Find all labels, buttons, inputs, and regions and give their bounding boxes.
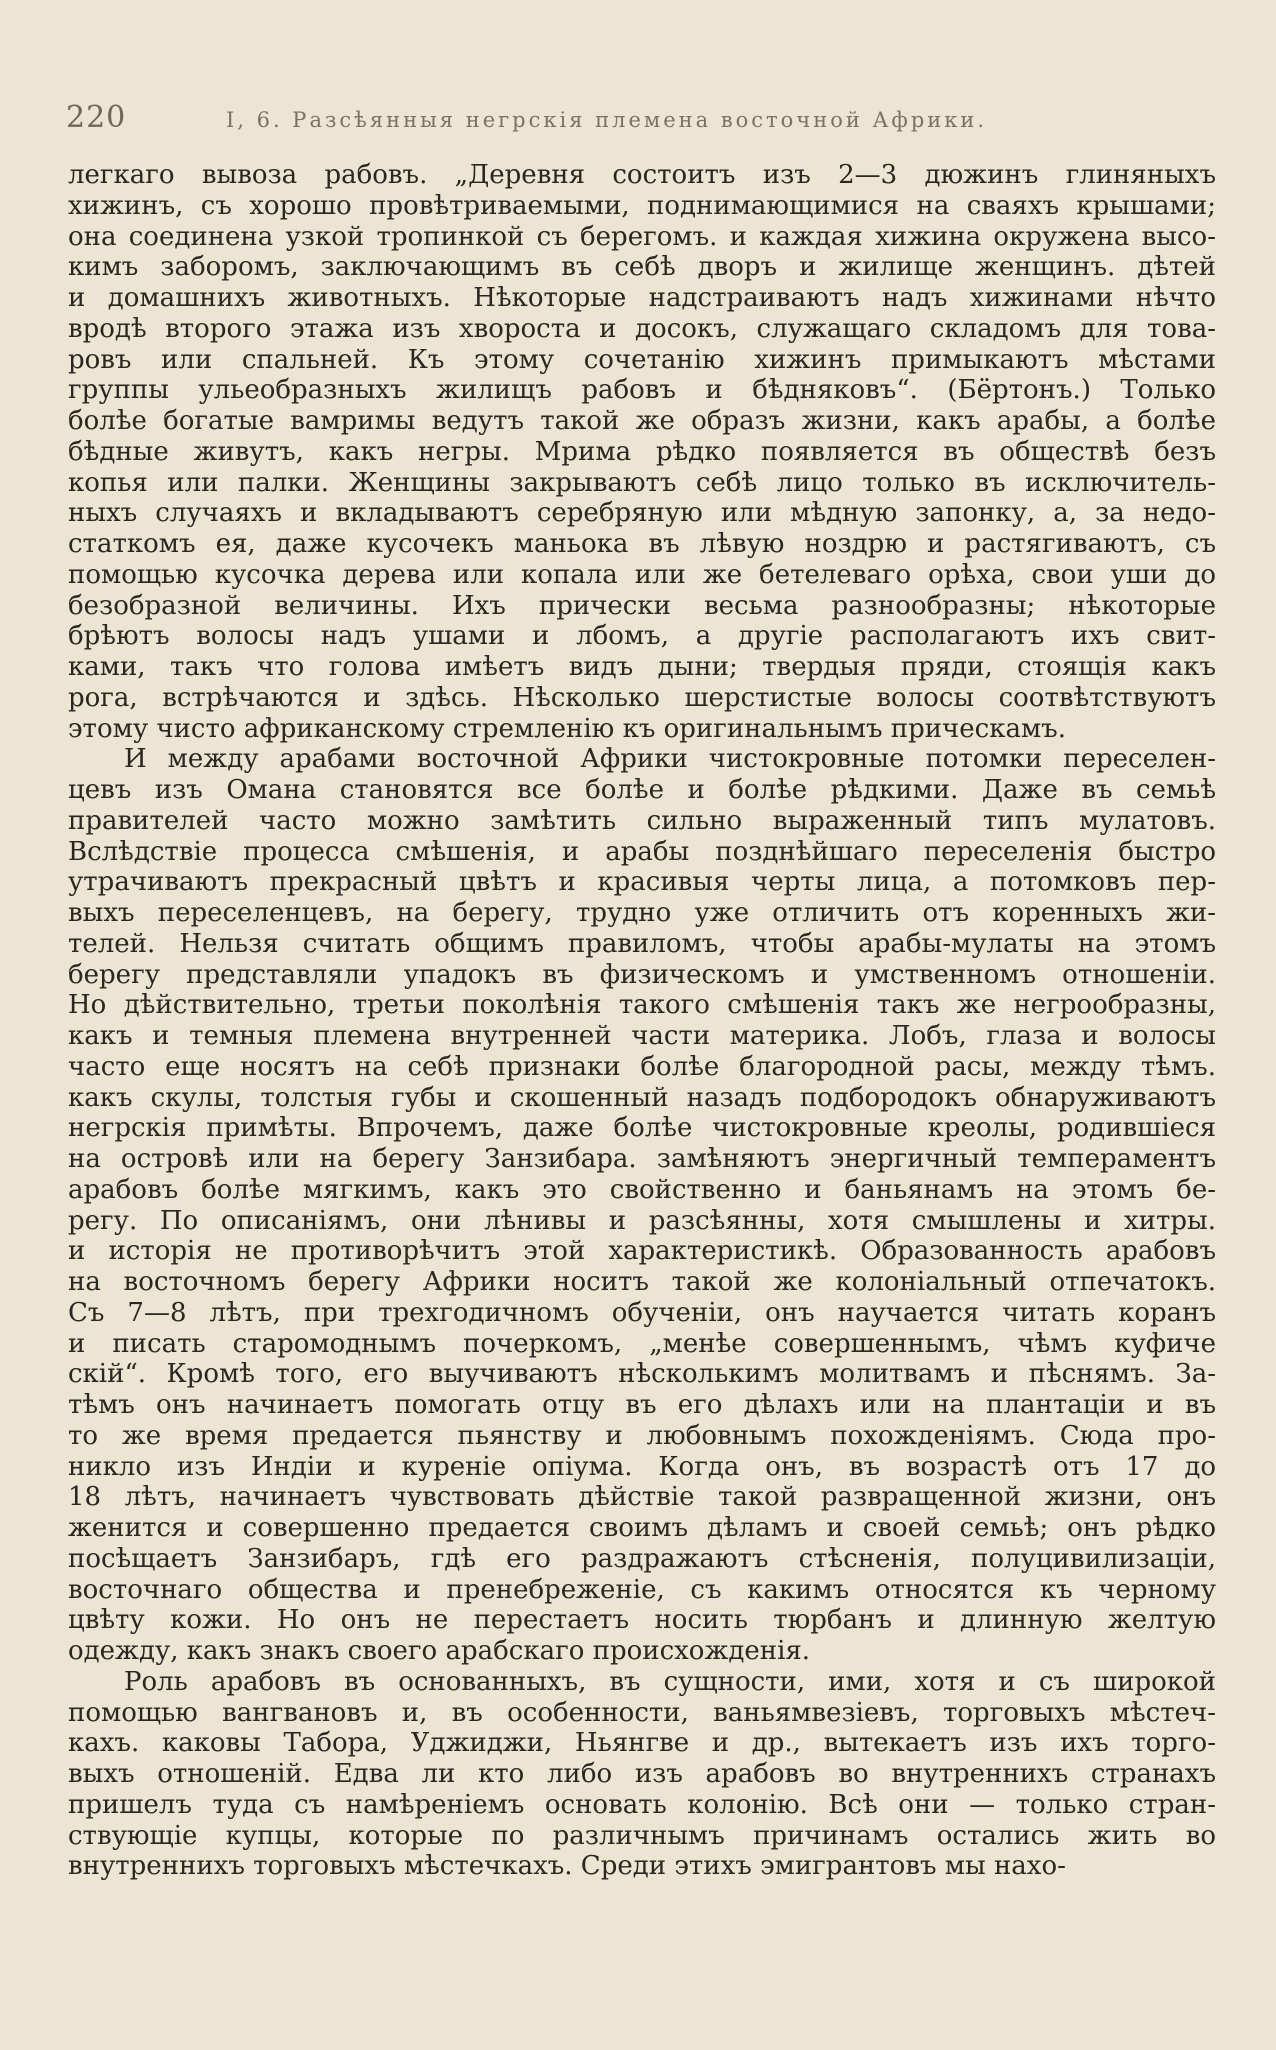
text-line: и исторія не противорѣчитъ этой характеристикѣ. Образованность арабовъ bbox=[68, 1236, 1216, 1267]
text-line: цвѣту кожи. Но онъ не перестаетъ носить тюрбанъ и длинную желтую bbox=[68, 1605, 1216, 1636]
text-line: бѣдные живутъ, какъ негры. Мрима рѣдко появляется въ обществѣ безъ bbox=[68, 436, 1216, 467]
text-line: хижинъ, съ хорошо провѣтриваемыми, поднимающимися на сваяхъ крышами; bbox=[68, 190, 1216, 221]
running-title: I, 6. Разсѣянныя негрскія племена восточной Африки. bbox=[225, 108, 988, 132]
text-line: какъ скулы, толстыя губы и скошенный назадъ подбородокъ обнаруживаютъ bbox=[68, 1082, 1216, 1113]
text-line: скій“. Кромѣ того, его выучиваютъ нѣсколькимъ молитвамъ и пѣснямъ. За- bbox=[68, 1359, 1216, 1390]
text-line: на островѣ или на берегу Занзибара. замѣняютъ энергичный темпераментъ bbox=[68, 1144, 1216, 1174]
text-line: на восточномъ берегу Африки носитъ такой же колоніальный отпечатокъ. bbox=[68, 1267, 1216, 1297]
text-line: 18 лѣтъ, начинаетъ чувствовать дѣйствіе такой развращенной жизни, онъ bbox=[68, 1482, 1216, 1513]
text-line: кахъ. каковы Табора, Уджиджи, Ньянгве и др., вытекаетъ изъ ихъ торго- bbox=[68, 1728, 1216, 1759]
text-line: ствующіе купцы, которые по различнымъ причинамъ остались жить во bbox=[68, 1820, 1216, 1851]
text-line: брѣютъ волосы надъ ушами и лбомъ, а другіе располагаютъ ихъ свит- bbox=[68, 621, 1216, 652]
text-line: никло изъ Индіи и куреніе опіума. Когда онъ, въ возрастѣ отъ 17 до bbox=[68, 1451, 1216, 1482]
text-line: легкаго вывоза рабовъ. „Деревня состоитъ изъ 2—3 дюжинъ глиняныхъ bbox=[68, 160, 1216, 190]
text-line: помощью вангвановъ и, въ особенности, ваньямвезіевъ, торговыхъ мѣстеч- bbox=[68, 1697, 1216, 1728]
text-line: копья или палки. Женщины закрываютъ себѣ лицо только въ исключитель- bbox=[68, 467, 1216, 498]
text-line: ровъ или спальней. Къ этому сочетанію хижинъ примыкаютъ мѣстами bbox=[68, 344, 1216, 375]
text-line: помощью кусочка дерева или копала или же бетелеваго орѣха, свои уши до bbox=[68, 559, 1216, 590]
text-line: пришелъ туда съ намѣреніемъ основать колонію. Всѣ они — только стран- bbox=[68, 1789, 1216, 1820]
text-line: телей. Нельзя считать общимъ правиломъ, чтобы арабы-мулаты на этомъ bbox=[68, 928, 1216, 959]
text-line: ками, такъ что голова имѣетъ видъ дыни; твердыя пряди, стоящія какъ bbox=[68, 652, 1216, 682]
text-line: берегу представляли упадокъ въ физическомъ и умственномъ отношеніи. bbox=[68, 959, 1216, 990]
text-line: Но дѣйствительно, третьи поколѣнія такого смѣшенія такъ же негрообразны, bbox=[68, 990, 1216, 1021]
text-line: и писать старомоднымъ почеркомъ, „менѣе совершеннымъ, чѣмъ куфиче bbox=[68, 1328, 1216, 1359]
text-line: утрачиваютъ прекрасный цвѣтъ и красивыя черты лица, а потомковъ пер- bbox=[68, 867, 1216, 898]
text-line: безобразной величины. Ихъ прически весьма разнообразны; нѣкоторые bbox=[68, 590, 1216, 621]
text-line: Вслѣдствіе процесса смѣшенія, и арабы позднѣйшаго переселенія быстро bbox=[68, 836, 1216, 867]
text-line: одежду, какъ знакъ своего арабскаго происхожденія. bbox=[68, 1636, 811, 1666]
text-line: правителей часто можно замѣтить сильно выраженный типъ мулатовъ. bbox=[68, 805, 1216, 836]
text-line: Роль арабовъ въ основанныхъ, въ сущности, ими, хотя и съ широкой bbox=[124, 1666, 1216, 1697]
text-line: женится и совершенно предается своимъ дѣламъ и своей семьѣ; онъ рѣдко bbox=[68, 1513, 1216, 1543]
text-line: рога, встрѣчаются и здѣсь. Нѣсколько шерстистые волосы соотвѣтствуютъ bbox=[68, 682, 1216, 713]
text-line: часто еще носятъ на себѣ признаки болѣе благородной расы, между тѣмъ. bbox=[68, 1051, 1216, 1082]
text-line: группы ульеобразныхъ жилищъ рабовъ и бѣдняковъ“. (Бёртонъ.) Только bbox=[68, 375, 1216, 406]
text-line: кимъ заборомъ, заключающимъ въ себѣ дворъ и жилище женщинъ. дѣтей bbox=[68, 252, 1216, 283]
running-header bbox=[66, 100, 1216, 135]
text-line: посѣщаетъ Занзибаръ, гдѣ его раздражаютъ стѣсненія, полуцивилизаціи, bbox=[68, 1543, 1216, 1574]
text-line: восточнаго общества и пренебреженіе, съ какимъ относятся къ черному bbox=[68, 1574, 1216, 1605]
text-line: она соединена узкой тропинкой съ берегомъ. и каждая хижина окружена высо- bbox=[68, 221, 1216, 252]
text-line: арабовъ болѣе мягкимъ, какъ это свойственно и баньянамъ на этомъ бе- bbox=[68, 1174, 1216, 1205]
text-line: выхъ отношеній. Едва ли кто либо изъ арабовъ во внутреннихъ странахъ bbox=[68, 1759, 1216, 1789]
text-line: выхъ переселенцевъ, на берегу, трудно уже отличить отъ коренныхъ жи- bbox=[68, 898, 1216, 928]
body-text bbox=[68, 160, 1216, 1882]
text-line: внутреннихъ торговыхъ мѣстечкахъ. Среди этихъ эмигрантовъ мы нахо- bbox=[68, 1851, 1066, 1882]
text-line: этому чисто африканскому стремленію къ оригинальнымъ прическамъ. bbox=[68, 713, 1066, 744]
text-line: регу. По описаніямъ, они лѣнивы и разсѣянны, хотя смышлены и хитры. bbox=[68, 1205, 1216, 1236]
text-line: статкомъ ея, даже кусочекъ маньока въ лѣвую ноздрю и растягиваютъ, съ bbox=[68, 529, 1216, 559]
text-line: то же время предается пьянству и любовнымъ похожденіямъ. Сюда про- bbox=[68, 1420, 1216, 1451]
text-line: и домашнихъ животныхъ. Нѣкоторые надстраиваютъ надъ хижинами нѣчто bbox=[68, 283, 1216, 313]
text-line: тѣмъ онъ начинаетъ помогать отцу въ его дѣлахъ или на плантаціи и въ bbox=[68, 1390, 1216, 1420]
text-line: болѣе богатые вамримы ведутъ такой же образъ жизни, какъ арабы, а болѣе bbox=[68, 406, 1216, 436]
text-line: цевъ изъ Омана становятся все болѣе и болѣе рѣдкими. Даже въ семьѣ bbox=[68, 775, 1216, 805]
text-line: какъ и темныя племена внутренней части материка. Лобъ, глаза и волосы bbox=[68, 1021, 1216, 1051]
text-line: Съ 7—8 лѣтъ, при трехгодичномъ обученіи, онъ научается читать коранъ bbox=[68, 1297, 1216, 1328]
page-number: 220 bbox=[66, 100, 127, 135]
text-line: вродѣ второго этажа изъ хвороста и досокъ, служащаго складомъ для това- bbox=[68, 313, 1216, 344]
text-line: негрскія примѣты. Впрочемъ, даже болѣе чистокровные креолы, родившіеся bbox=[68, 1113, 1216, 1144]
text-line: ныхъ случаяхъ и вкладываютъ серебряную или мѣдную запонку, а, за недо- bbox=[68, 498, 1216, 529]
text-line: И между арабами восточной Африки чистокровные потомки переселен- bbox=[124, 744, 1216, 775]
